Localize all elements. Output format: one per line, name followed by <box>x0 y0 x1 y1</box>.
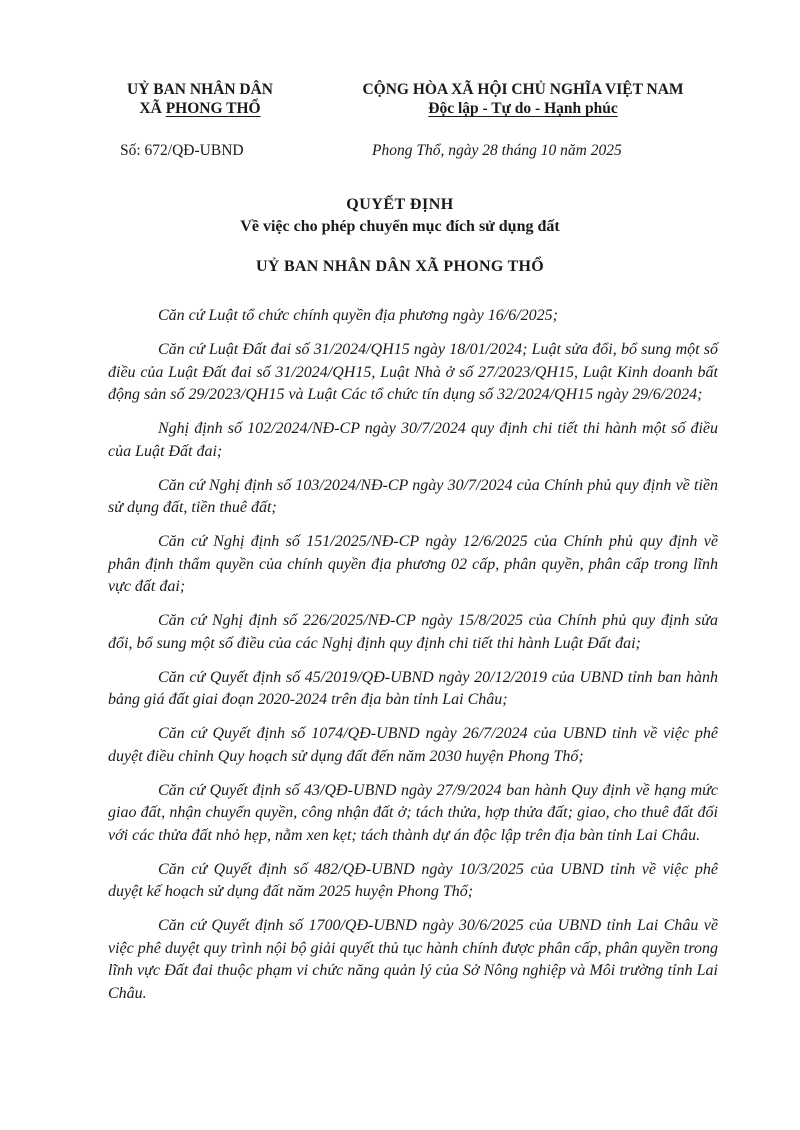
legal-basis-section <box>108 305 718 1017</box>
document-subject: Về việc cho phép chuyển mục đích sử dụng đất <box>240 218 560 235</box>
agency-line-1: UỶ BAN NHÂN DÂN <box>127 81 273 98</box>
legal-basis-paragraph: Căn cứ Quyết định số 482/QĐ-UBND ngày 10/3/2025 của UBND tỉnh về việc phê duyệt kế hoạch sử dụng đất năm 2025 huyện Phong Thổ; <box>108 860 718 900</box>
legal-basis-paragraph: Nghị định số 102/2024/NĐ-CP ngày 30/7/2024 quy định chi tiết thi hành một số điều của Luật Đất đai; <box>108 420 718 460</box>
place-date: Phong Thổ, ngày 28 tháng 10 năm 2025 <box>372 142 622 159</box>
legal-basis-paragraph: Căn cứ Nghị định số 103/2024/NĐ-CP ngày 30/7/2024 của Chính phủ quy định về tiền sử dụng đất, tiền thuê đất; <box>108 476 718 516</box>
legal-basis-paragraph: Căn cứ Luật tổ chức chính quyền địa phương ngày 16/6/2025; <box>158 307 558 324</box>
agency-line-2-prefix: XÃ <box>139 100 166 117</box>
document-number: Số: 672/QĐ-UBND <box>120 142 244 159</box>
document-title: QUYẾT ĐỊNH <box>346 196 454 213</box>
country-name: CỘNG HÒA XÃ HỘI CHỦ NGHĨA VIỆT NAM <box>362 81 684 98</box>
agency-line-2 <box>95 99 305 118</box>
agency-line-2-name: PHONG THỔ <box>165 100 261 117</box>
legal-basis-paragraph: Căn cứ Quyết định số 43/QĐ-UBND ngày 27/9/2024 ban hành Quy định về hạng mức giao đất, nhận chuyển quyền, công nhận đất ở; tách thửa, hợp thửa đất; giao, cho thuê đất đối với các thửa đất nhỏ hẹp, nằm xen kẹt; tách thành dự án độc lập trên địa bàn tỉnh Lai Châu. <box>108 781 718 844</box>
issuer-title: UỶ BAN NHÂN DÂN XÃ PHONG THỔ <box>255 258 545 275</box>
national-motto <box>318 99 728 118</box>
legal-basis-paragraph: Căn cứ Quyết định số 1700/QĐ-UBND ngày 30/6/2025 của UBND tỉnh Lai Châu về việc phê duyệt quy trình nội bộ giải quyết thủ tục hành chính được phân cấp, phân quyền trong lĩnh vực Đất đai thuộc phạm vi chức năng quản lý của Sở Nông nghiệp và Môi trường tỉnh Lai Châu. <box>108 917 718 1002</box>
national-motto-text: Độc lập - Tự do - Hạnh phúc <box>428 100 618 117</box>
legal-basis-paragraph: Căn cứ Quyết định số 1074/QĐ-UBND ngày 26/7/2024 của UBND tỉnh về việc phê duyệt điều chỉnh Quy hoạch sử dụng đất đến năm 2030 huyện Phong Thổ; <box>108 725 718 765</box>
agency-header <box>95 80 305 118</box>
legal-basis-paragraph: Căn cứ Quyết định số 45/2019/QĐ-UBND ngày 20/12/2019 của UBND tỉnh ban hành bảng giá đất giai đoạn 2020-2024 trên địa bàn tỉnh Lai Châu; <box>108 668 718 708</box>
national-header <box>318 80 728 118</box>
legal-basis-paragraph: Căn cứ Nghị định số 226/2025/NĐ-CP ngày 15/8/2025 của Chính phủ quy định sửa đổi, bổ sung một số điều của các Nghị định quy định chi tiết thi hành Luật Đất đai; <box>108 612 718 652</box>
legal-basis-paragraph: Căn cứ Luật Đất đai số 31/2024/QH15 ngày 18/01/2024; Luật sửa đổi, bổ sung một số điều của Luật Đất đai số 31/2024/QH15, Luật Nhà ở số 27/2023/QH15, Luật Kinh doanh bất động sản số 29/2023/QH15 và Luật Các tổ chức tín dụng số 32/2024/QH15 ngày 29/6/2024; <box>108 341 718 403</box>
legal-basis-paragraph: Căn cứ Nghị định số 151/2025/NĐ-CP ngày 12/6/2025 của Chính phủ quy định về phân định thẩm quyền của chính quyền địa phương 02 cấp, phân quyền, phân cấp trong lĩnh vực đất đai; <box>108 533 718 595</box>
